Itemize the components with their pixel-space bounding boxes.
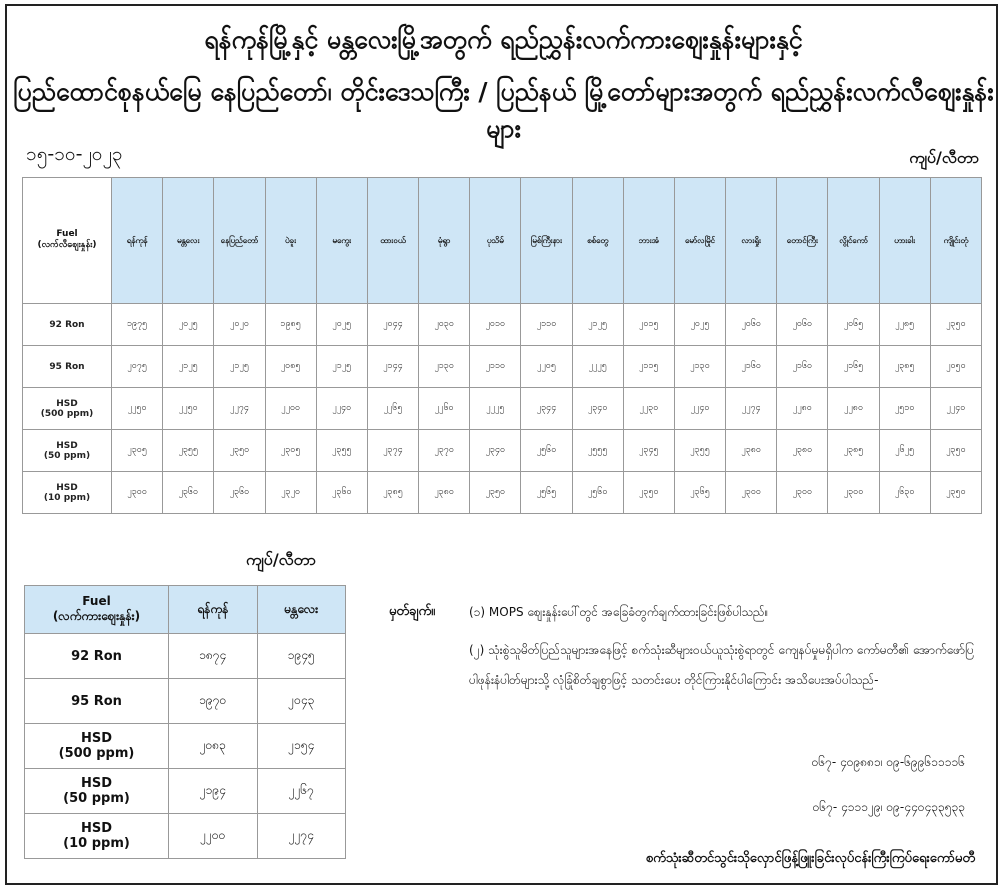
fuel-type-cell bbox=[25, 724, 169, 769]
price-cell: ၂၁၂၅ bbox=[572, 304, 623, 346]
fuel-header-cell bbox=[23, 178, 112, 304]
price-cell: ၂၃၀၀ bbox=[112, 472, 163, 514]
price-cell: ၂၁၃၀ bbox=[674, 346, 725, 388]
price-cell: ၂၂၄၀ bbox=[316, 388, 367, 430]
city-header-cell: ပုသိမ် bbox=[470, 178, 521, 304]
price-cell: ၂၀၁၅ bbox=[623, 304, 674, 346]
price-cell: ၂၁၆၅ bbox=[828, 346, 879, 388]
city-header-cell: မကွေး bbox=[316, 178, 367, 304]
price-cell: ၂၃၈၅ bbox=[879, 346, 930, 388]
note-2: (၂) သုံးစွဲသူမိတ်ပြည်သူများအနေဖြင့် စက်သုံးဆီများဝယ်ယူသုံးစွဲရာတွင် ကျေနပ်မှုမရှိပါက ကော်မတီ၏ အောက်ဖော်ပြပါဖုန်းနံပါတ်များသို့ လုံခြုံစိတ်ချစွာဖြင့် သတင်းပေး တိုင်ကြားနိုင်ပါကြောင်း အသိပေးအပ်ပါသည်- bbox=[469, 643, 974, 687]
price-cell: ၂၆၃၀ bbox=[879, 472, 930, 514]
fuel-type-label: HSD bbox=[80, 821, 113, 836]
price-cell: ၂၃၀၀ bbox=[726, 472, 777, 514]
city-header-cell: ပဲခူး bbox=[265, 178, 316, 304]
price-cell: ၂၂၃၀ bbox=[623, 388, 674, 430]
price-cell: ၂၃၅၀ bbox=[470, 472, 521, 514]
price-cell: ၂၃၀၅ bbox=[265, 430, 316, 472]
fuel-header-line1: Fuel bbox=[82, 593, 111, 608]
table-row bbox=[23, 472, 982, 514]
fuel-type-label: 95 Ron bbox=[71, 693, 122, 709]
wholesale-price-table bbox=[24, 585, 346, 859]
price-cell: ၂၂၆၀ bbox=[419, 388, 470, 430]
price-cell: ၂၀၃၀ bbox=[419, 304, 470, 346]
price-cell: ၂၃၆၀ bbox=[316, 472, 367, 514]
price-cell: ၂၀၈၅ bbox=[265, 346, 316, 388]
price-cell: ၂၂၇၄ bbox=[726, 388, 777, 430]
price-cell: ၂၃၅၅ bbox=[316, 430, 367, 472]
fuel-type-label: (10 ppm) bbox=[43, 492, 91, 503]
price-cell: ၂၀၄၃ bbox=[257, 679, 346, 724]
price-cell: ၂၀၄၄ bbox=[367, 304, 418, 346]
price-cell: ၂၂၈၀ bbox=[828, 388, 879, 430]
table-row bbox=[23, 304, 982, 346]
fuel-type-label: (500 ppm) bbox=[58, 746, 135, 761]
price-cell: ၂၃၅၀ bbox=[930, 304, 981, 346]
price-cell: ၁၉၄၅ bbox=[257, 634, 346, 679]
table-row bbox=[25, 679, 346, 724]
price-cell: ၂၃၀၅ bbox=[112, 430, 163, 472]
price-cell: ၂၃၅၀ bbox=[930, 430, 981, 472]
price-cell: ၂၃၆၅ bbox=[674, 472, 725, 514]
retail-table-header-row bbox=[23, 178, 982, 304]
city-header-cell: မန္တလေး bbox=[257, 586, 346, 634]
fuel-type-cell bbox=[25, 679, 169, 724]
price-cell: ၂၂၅၀ bbox=[163, 388, 214, 430]
price-cell: ၂၁၅၄ bbox=[257, 724, 346, 769]
fuel-type-label: 92 Ron bbox=[71, 648, 122, 664]
price-cell: ၁၉၈၅ bbox=[265, 304, 316, 346]
city-header-cell: ထားဝယ် bbox=[367, 178, 418, 304]
price-cell: ၂၀၈၃ bbox=[169, 724, 258, 769]
notes-label: မှတ်ချက်။ bbox=[389, 604, 436, 619]
price-cell: ၂၂၂၅ bbox=[470, 388, 521, 430]
price-cell: ၂၂၀၀ bbox=[265, 388, 316, 430]
price-cell: ၁၈၇၄ bbox=[169, 634, 258, 679]
wholesale-table-header-row bbox=[25, 586, 346, 634]
table-row bbox=[25, 724, 346, 769]
price-cell: ၂၂၆၇ bbox=[257, 769, 346, 814]
fuel-header-line2: (လက်လီဈေးနှုန်း) bbox=[37, 240, 97, 250]
table-row bbox=[25, 814, 346, 859]
price-cell: ၂၃၆၀ bbox=[163, 472, 214, 514]
table-row bbox=[25, 634, 346, 679]
price-cell: ၂၅၆၀ bbox=[572, 472, 623, 514]
signoff-committee: စက်သုံးဆီတင်သွင်းသိုလှောင်ဖြန့်ဖြူးခြင်းလုပ်ငန်းကြီးကြပ်ရေးကော်မတီ bbox=[645, 851, 975, 866]
date-label: ၁၅-၁၀-၂၀၂၃ bbox=[26, 143, 123, 165]
price-cell: ၂၅၅၅ bbox=[572, 430, 623, 472]
unit-label-mid: ကျပ်/လီတာ bbox=[246, 550, 316, 569]
price-cell: ၂၂၆၅ bbox=[367, 388, 418, 430]
fuel-type-cell bbox=[23, 304, 112, 346]
fuel-type-cell bbox=[25, 634, 169, 679]
table-row bbox=[23, 388, 982, 430]
price-cell: ၂၂၄၀ bbox=[930, 388, 981, 430]
price-cell: ၂၃၀၀ bbox=[828, 472, 879, 514]
price-cell: ၂၁၆၀ bbox=[726, 346, 777, 388]
city-header-cell: ဟားခါး bbox=[879, 178, 930, 304]
price-cell: ၂၀၂၅ bbox=[674, 304, 725, 346]
price-cell: ၂၀၂၅ bbox=[163, 304, 214, 346]
fuel-type-label: HSD bbox=[56, 482, 78, 493]
price-cell: ၂၃၈၀ bbox=[726, 430, 777, 472]
fuel-type-label: HSD bbox=[56, 398, 78, 409]
price-cell: ၂၂၈၀ bbox=[777, 388, 828, 430]
price-cell: ၂၂၇၄ bbox=[257, 814, 346, 859]
price-cell: ၂၀၂၀ bbox=[214, 304, 265, 346]
price-cell: ၁၉၇၅ bbox=[112, 304, 163, 346]
price-cell: ၂၂၀၀ bbox=[169, 814, 258, 859]
note-1: (၁) MOPS ဈေးနှုန်းပေါ်တွင် အခြေခံတွက်ချက်ထားခြင်းဖြစ်ပါသည်။ bbox=[469, 605, 769, 619]
retail-price-table bbox=[22, 177, 982, 514]
price-cell: ၂၀၆၅ bbox=[828, 304, 879, 346]
price-cell: ၂၃၄၅ bbox=[623, 430, 674, 472]
price-cell: ၂၁၄၄ bbox=[367, 346, 418, 388]
price-cell: ၂၁၂၅ bbox=[316, 346, 367, 388]
price-cell: ၂၃၅၀ bbox=[214, 430, 265, 472]
price-cell: ၂၀၆၀ bbox=[777, 304, 828, 346]
fuel-type-cell bbox=[25, 769, 169, 814]
price-cell: ၂၃၂၀ bbox=[265, 472, 316, 514]
price-cell: ၂၀၂၅ bbox=[316, 304, 367, 346]
price-cell: ၂၃၅၅ bbox=[163, 430, 214, 472]
fuel-type-cell bbox=[23, 346, 112, 388]
price-cell: ၂၃၆၀ bbox=[214, 472, 265, 514]
table-row bbox=[25, 769, 346, 814]
price-cell: ၂၃၄၀ bbox=[470, 430, 521, 472]
city-header-cell: တောင်ကြီး bbox=[777, 178, 828, 304]
price-cell: ၂၃၈၀ bbox=[777, 430, 828, 472]
price-cell: ၂၂၇၄ bbox=[214, 388, 265, 430]
price-cell: ၂၀၇၅ bbox=[112, 346, 163, 388]
price-cell: ၂၁၁၀ bbox=[521, 304, 572, 346]
price-cell: ၂၁၃၀ bbox=[419, 346, 470, 388]
price-cell: ၂၅၁၀ bbox=[879, 388, 930, 430]
unit-label-top: ကျပ်/လီတာ bbox=[909, 148, 979, 167]
city-header-cell: မန္တလေး bbox=[163, 178, 214, 304]
price-cell: ၂၀၆၀ bbox=[726, 304, 777, 346]
price-cell: ၁၉၇၀ bbox=[169, 679, 258, 724]
fuel-type-label: 95 Ron bbox=[49, 361, 85, 372]
price-cell: ၂၁၁၀ bbox=[470, 346, 521, 388]
fuel-header-line1: Fuel bbox=[56, 229, 78, 239]
fuel-type-label: HSD bbox=[56, 440, 78, 451]
fuel-type-label: 92 Ron bbox=[49, 319, 85, 330]
price-cell: ၂၂၂၅ bbox=[572, 346, 623, 388]
price-cell: ၂၅၆၀ bbox=[521, 430, 572, 472]
fuel-type-cell bbox=[23, 430, 112, 472]
price-cell: ၂၂၅၀ bbox=[112, 388, 163, 430]
fuel-type-label: HSD bbox=[80, 776, 113, 791]
fuel-type-cell bbox=[23, 388, 112, 430]
price-cell: ၂၃၅၀ bbox=[623, 472, 674, 514]
city-header-cell: နေပြည်တော် bbox=[214, 178, 265, 304]
city-header-cell: ရန်ကုန် bbox=[169, 586, 258, 634]
fuel-header-cell bbox=[25, 586, 169, 634]
fuel-type-label: HSD bbox=[80, 731, 113, 746]
city-header-cell: မြစ်ကြီးနား bbox=[521, 178, 572, 304]
price-cell: ၂၅၆၅ bbox=[521, 472, 572, 514]
fuel-type-label: (50 ppm) bbox=[63, 791, 130, 806]
page-title-line1: ရန်ကုန်မြို့နှင့် မန္တလေးမြို့အတွက် ရည်ညွှန်းလက်ကားဈေးနှုန်းများနှင့် bbox=[204, 25, 803, 54]
fuel-type-label: (10 ppm) bbox=[63, 836, 130, 851]
price-cell: ၂၃၄၀ bbox=[572, 388, 623, 430]
phone-line-2: ၀၆၇- ၄၁၁၁၂၉၊ ၀၉-၄၄၀၄၃၃၅၃၃ bbox=[812, 800, 965, 814]
price-cell: ၂၁၉၄ bbox=[169, 769, 258, 814]
price-cell: ၂၃၅၀ bbox=[930, 472, 981, 514]
fuel-type-cell bbox=[23, 472, 112, 514]
price-cell: ၂၁၆၀ bbox=[777, 346, 828, 388]
fuel-type-cell bbox=[25, 814, 169, 859]
price-cell: ၂၂၈၅ bbox=[879, 304, 930, 346]
table-row bbox=[23, 346, 982, 388]
phone-line-1: ၀၆၇- ၄၀၉၈၈၁၊ ၀၉-၆၉၉၆၁၁၁၁၆ bbox=[811, 755, 965, 769]
price-cell: ၂၃၇၀ bbox=[419, 430, 470, 472]
fuel-type-label: (500 ppm) bbox=[40, 408, 94, 419]
page-title-line2: ပြည်ထောင်စုနယ်မြေ နေပြည်တော်၊ တိုင်းဒေသကြီး / ပြည်နယ် မြို့တော်များအတွက် ရည်ညွှန်းလက်လီဈေးနှုန်းများ bbox=[13, 77, 994, 143]
price-cell: ၂၀၅၀ bbox=[930, 346, 981, 388]
price-cell: ၂၃၄၄ bbox=[521, 388, 572, 430]
price-cell: ၂၃၈၅ bbox=[367, 472, 418, 514]
table-row bbox=[23, 430, 982, 472]
city-header-cell: စစ်တွေ bbox=[572, 178, 623, 304]
price-cell: ၂၃၈၅ bbox=[828, 430, 879, 472]
city-header-cell: မုံရွာ bbox=[419, 178, 470, 304]
city-header-cell: လားရှိုး bbox=[726, 178, 777, 304]
price-cell: ၂၃၅၅ bbox=[674, 430, 725, 472]
price-cell: ၂၁၂၅ bbox=[163, 346, 214, 388]
city-header-cell: လွိုင်ကော် bbox=[828, 178, 879, 304]
price-cell: ၂၆၂၅ bbox=[879, 430, 930, 472]
fuel-type-label: (50 ppm) bbox=[43, 450, 91, 461]
price-cell: ၂၂၀၅ bbox=[521, 346, 572, 388]
city-header-cell: မော်လမြိုင် bbox=[674, 178, 725, 304]
price-cell: ၂၃၇၄ bbox=[367, 430, 418, 472]
price-cell: ၂၁၁၅ bbox=[623, 346, 674, 388]
city-header-cell: ဘားအံ bbox=[623, 178, 674, 304]
price-cell: ၂၁၂၅ bbox=[214, 346, 265, 388]
price-cell: ၂၀၁၀ bbox=[470, 304, 521, 346]
price-cell: ၂၃၈၀ bbox=[419, 472, 470, 514]
city-header-cell: ကျိုင်းတုံ bbox=[930, 178, 981, 304]
price-cell: ၂၂၄၀ bbox=[674, 388, 725, 430]
city-header-cell: ရန်ကုန် bbox=[112, 178, 163, 304]
price-cell: ၂၃၀၀ bbox=[777, 472, 828, 514]
fuel-header-line2: (လက်ကားဈေးနှုန်း) bbox=[52, 608, 141, 623]
